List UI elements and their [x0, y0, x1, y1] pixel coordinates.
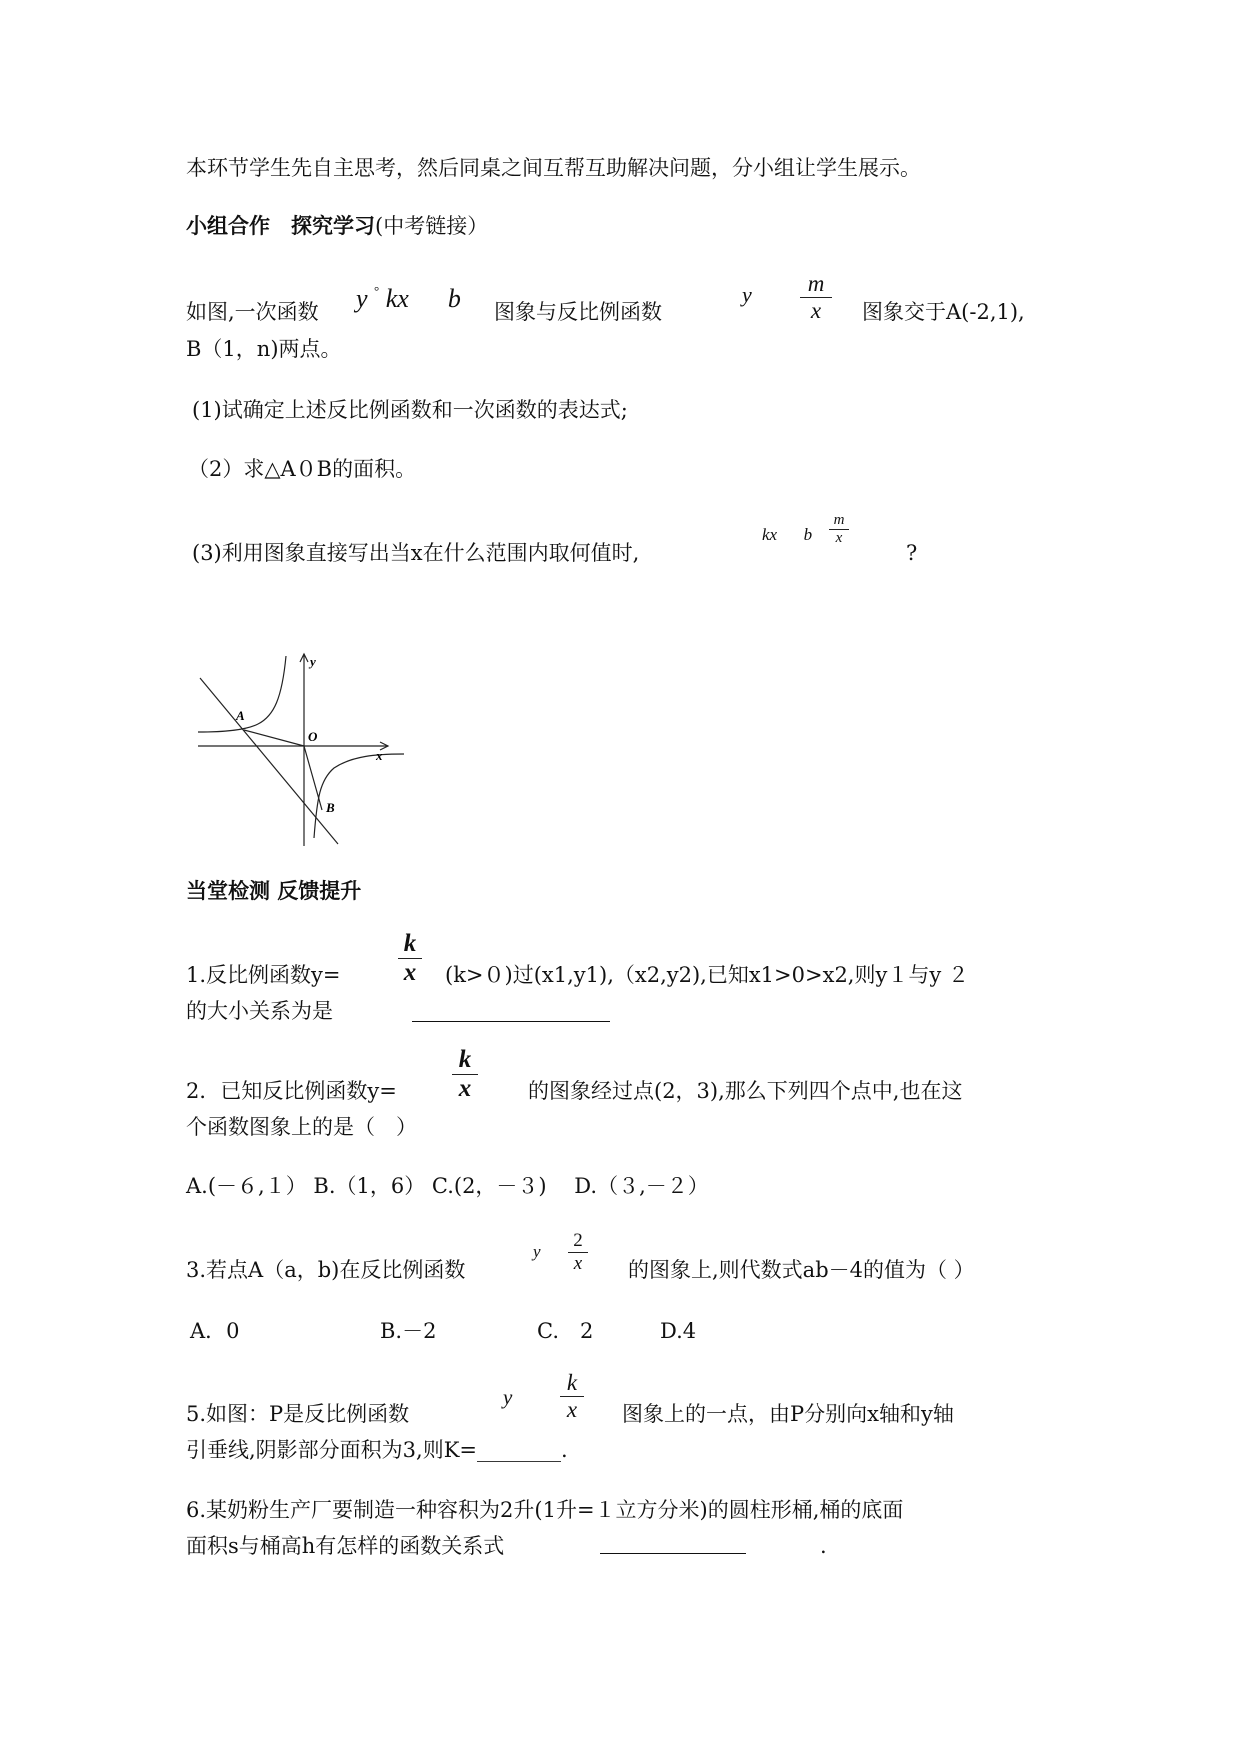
- exercise-3-option-c: C. 2: [537, 1319, 594, 1343]
- exercise-1-fraction: $\frac{k}{x}$: [398, 930, 422, 987]
- linear-function-line: [200, 678, 338, 844]
- exercise-1: 1.反比例函数y=: [186, 963, 341, 987]
- exercise-3-fraction: $\frac{2}{x}$: [568, 1230, 588, 1275]
- question-1: (1)试确定上述反比例函数和一次函数的表达式;: [192, 398, 628, 422]
- exercise-3-option-a: A．0: [190, 1319, 240, 1343]
- inverse-function-y: y: [742, 282, 752, 307]
- exercise-6: 6.某奶粉生产厂要制造一种容积为2升(1升=１立方分米)的圆柱形桶,桶的底面: [186, 1498, 904, 1522]
- segment-ob: [304, 746, 322, 810]
- label-y: y: [310, 654, 316, 669]
- exercise-3-condition: 的图象上,则代数式ab－4的值为（ ）: [628, 1258, 975, 1282]
- exercise-5: 5.如图：P是反比例函数: [186, 1402, 410, 1426]
- function-graph: [196, 648, 406, 848]
- hyperbola-right-branch: [314, 754, 404, 838]
- exercise-3-y: y: [533, 1242, 541, 1261]
- intro-text: 本环节学生先自主思考，然后同桌之间互帮互助解决问题，分小组让学生展示。: [186, 156, 921, 180]
- question-3: (3)利用图象直接写出当x在什么范围内取何值时,: [192, 541, 640, 565]
- label-point-a: A: [236, 708, 245, 723]
- section1-heading: [186, 213, 488, 239]
- segment-oa: [244, 730, 304, 746]
- label-origin: O: [308, 729, 318, 744]
- section1-subtitle: (中考链接）: [375, 214, 489, 238]
- question-3-suffix: ?: [906, 541, 918, 565]
- exercise-2-condition: 的图象经过点(2，3),那么下列四个点中,也在这: [528, 1079, 963, 1103]
- exercise-3: 3.若点A（a，b)在反比例函数: [186, 1258, 466, 1282]
- exercise-2: 2．已知反比例函数y=: [186, 1079, 397, 1103]
- question-3-fraction: $\frac{m}{x}$: [829, 512, 849, 547]
- exercise-1-answer-blank[interactable]: [412, 1021, 610, 1022]
- exercise-6-answer-blank[interactable]: [600, 1553, 746, 1554]
- exercise-6-line2: 面积s与桶高h有怎样的函数关系式: [186, 1534, 505, 1558]
- problem-prefix: 如图,一次函数: [186, 300, 319, 324]
- section2-heading: 当堂检测 反馈提升: [186, 878, 362, 903]
- linear-function-formula: y ° kx b: [356, 283, 461, 313]
- section1-title: 小组合作 探究学习: [186, 213, 375, 238]
- label-point-b: B: [326, 800, 335, 815]
- exercise-2-line2: 个函数图象上的是（ ）: [186, 1115, 417, 1139]
- exercise-5-condition: 图象上的一点，由P分别向x轴和y轴: [622, 1402, 954, 1426]
- inverse-function-fraction: $\frac{m}{x}$: [800, 271, 832, 324]
- exercise-5-line2: 引垂线,阴影部分面积为3,则K=________.: [186, 1438, 568, 1462]
- exercise-6-end: .: [820, 1534, 827, 1558]
- exercise-1-line2: 的大小关系为是: [186, 999, 333, 1023]
- exercise-1-condition: (k>０)过(x1,y1),（x2,y2),已知x1>0>x2,则y１与y ２: [445, 963, 969, 987]
- question-2: （2）求△A０B的面积。: [188, 457, 417, 481]
- label-x: x: [376, 748, 383, 763]
- question-3-inequality: kx b: [762, 525, 813, 544]
- exercise-5-y: y: [503, 1385, 513, 1409]
- problem-suffix: 图象交于A(-2,1),: [862, 300, 1025, 324]
- problem-line2: B（1，n)两点。: [186, 337, 342, 361]
- exercise-3-option-d: D.4: [660, 1319, 697, 1343]
- exercise-2-fraction: $\frac{k}{x}$: [452, 1046, 478, 1103]
- exercise-3-option-b: B.－2: [380, 1319, 437, 1343]
- exercise-5-fraction: $\frac{k}{x}$: [560, 1370, 584, 1423]
- problem-middle: 图象与反比例函数: [494, 300, 662, 324]
- exercise-2-options: A.(－６,１） B.（1，6） C.(2，－３) D.（３,－２）: [186, 1174, 709, 1198]
